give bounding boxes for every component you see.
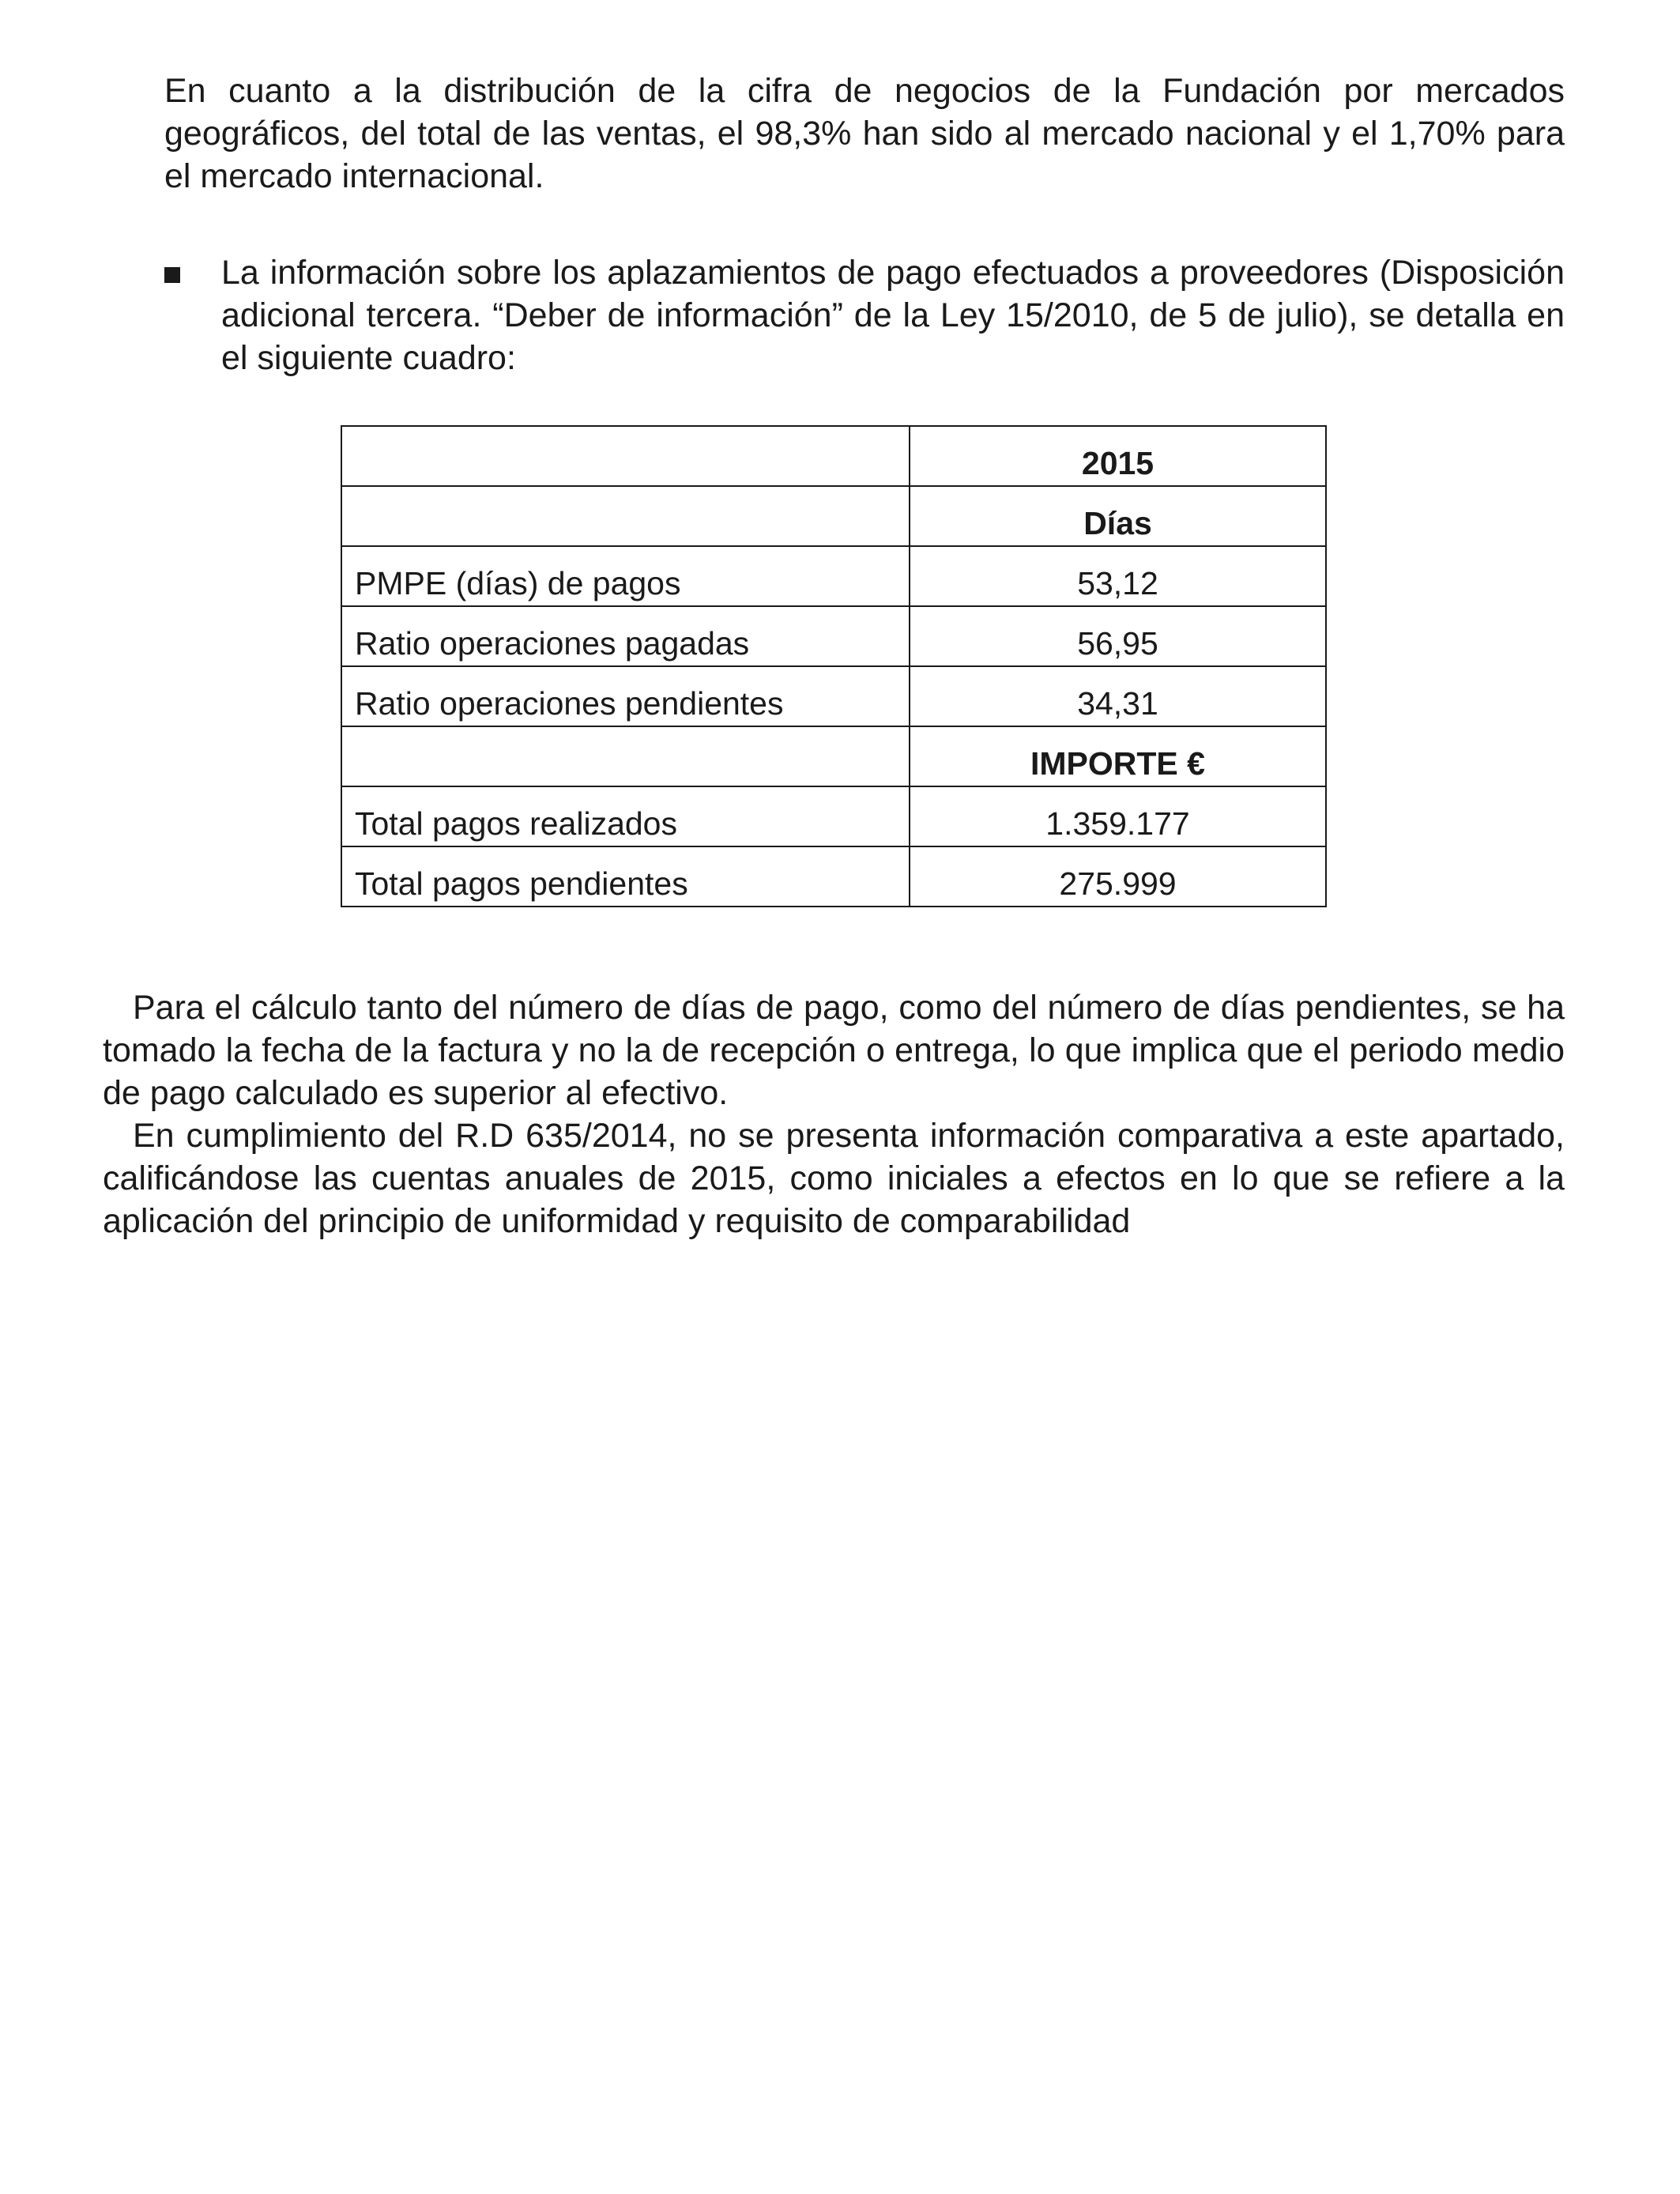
row-label: Total pagos realizados <box>341 786 910 846</box>
table-cell-empty <box>341 726 910 786</box>
compliance-paragraph: En cumplimiento del R.D 635/2014, no se presenta información comparativa a este apartado, calificándose las cuentas anuales de 2015, como iniciales a efectos en lo que se refiere a la aplicación del principio de uniformidad y requisito de comparabilidad <box>103 1117 1565 1240</box>
table-row <box>341 606 1326 666</box>
year-header: 2015 <box>910 426 1326 486</box>
amount-header: IMPORTE € <box>910 726 1326 786</box>
row-value: 53,12 <box>910 546 1326 606</box>
row-value: 275.999 <box>910 846 1326 907</box>
row-label: PMPE (días) de pagos <box>341 546 910 606</box>
table-row <box>341 846 1326 907</box>
calculation-paragraph: Para el cálculo tanto del número de días de pago, como del número de días pendientes, se ha tomado la fecha de la factura y no la de recepción o entrega, lo que implica que el periodo medio de pago calculado es superior al efectivo. <box>103 989 1565 1112</box>
table-row <box>341 486 1326 546</box>
table-row <box>341 546 1326 606</box>
table-cell-empty <box>341 486 910 546</box>
row-label: Ratio operaciones pendientes <box>341 666 910 726</box>
table-row <box>341 786 1326 846</box>
row-value: 56,95 <box>910 606 1326 666</box>
intro-paragraph: En cuanto a la distribución de la cifra de negocios de la Fundación por mercados geográficos, del total de las ventas, el 98,3% han sido al mercado nacional y el 1,70% para el mercado internacional. <box>164 72 1565 195</box>
row-value: 1.359.177 <box>910 786 1326 846</box>
row-label: Total pagos pendientes <box>341 846 910 907</box>
bullet-paragraph: La información sobre los aplazamientos de pago efectuados a proveedores (Disposición adicional tercera. “Deber de información” de la Ley 15/2010, de 5 de julio), se detalla en el siguiente cuadro: <box>221 254 1565 377</box>
table-row <box>341 726 1326 786</box>
days-header: Días <box>910 486 1326 546</box>
table-row <box>341 426 1326 486</box>
row-value: 34,31 <box>910 666 1326 726</box>
table-row <box>341 666 1326 726</box>
row-label: Ratio operaciones pagadas <box>341 606 910 666</box>
table-cell-empty <box>341 426 910 486</box>
square-bullet-icon <box>164 267 180 283</box>
payment-deferral-table <box>341 425 1327 907</box>
